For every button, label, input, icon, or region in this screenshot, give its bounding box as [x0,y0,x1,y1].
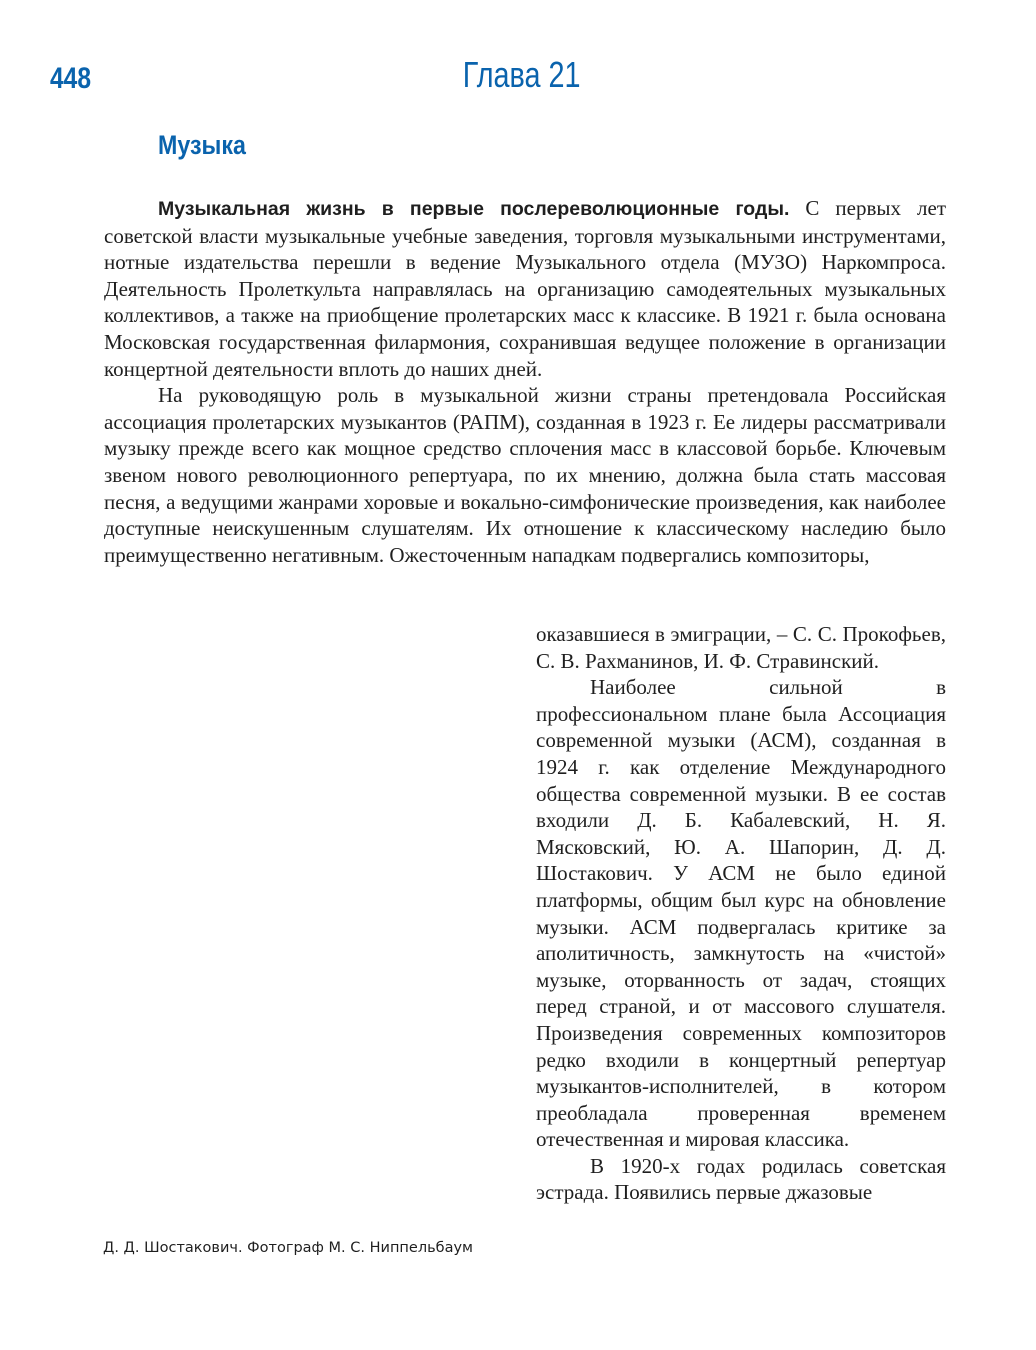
main-text [104,195,946,568]
paragraph: На руководящую роль в музыкальной жизни страны претендовала Российская ассоциация пролетарских музыкантов (РАПМ), созданная в 1923 г. Ее лидеры рассматривали музыку прежде всего как мощное средство сплочения масс в классовой борьбе. Ключевым звеном нового революционного репертуара, по их мнению, должна была стать массовая песня, а ведущими жанрами хоровые и вокально-симфонические произведения, как наиболее доступные неискушенным слушателям. Их отношение к классическому наследию было преимущественно негативным. Ожесточенным нападкам подвергались композиторы, [104,383,946,567]
photo-area [104,622,516,1222]
chapter-title: Глава 21 [463,54,581,95]
right-column-text [536,621,946,1206]
paragraph: Наиболее сильной в профессиональном плане была Ассоциация современной музыки (АСМ), созданная в 1924 г. как отделение Международного общества современной музыки. В ее состав входили Д. Б. Кабалевский, Н. Я. Мясковский, Ю. А. Шапорин, Д. Д. Шостакович. У АСМ не было единой платформы, общим был курс на обновление музыки. АСМ подвергалась критике за аполитичность, замкнутость на «чистой» музыке, оторванность от задач, стоящих перед страной, и от массового слушателя. Произведения современных композиторов редко входили в концертный репертуар музыкантов-исполнителей, в котором преобладала проверенная временем отечественная и мировая классика. [536,675,946,1152]
page-number: 448 [50,62,92,95]
paragraph [104,195,946,382]
figure-caption: Д. Д. Шостакович. Фотограф М. С. Ниппельбаум [103,1240,473,1256]
paragraph: В 1920-х годах родилась советская эстрада. Появились первые джазовые [536,1153,946,1205]
paragraph-text: С первых лет советской власти музыкальные учебные заведения, торговля музыкальными инструментами, нотные издательства перешли в ведение Музыкального отдела (МУЗО) Наркомпроса. Деятельность Пролеткульта направлялась на организацию самодеятельных музыкальных коллективов, а также на приобщение пролетарских масс к классике. В 1921 г. была основана Московская государственная филармония, сохранившая ведущее положение в организации концертной деятельности вплоть до наших дней. [104,196,947,381]
section-title: Музыка [158,130,246,160]
paragraph-continuation: оказавшиеся в эмиграции, – С. С. Прокофьев, С. В. Рахманинов, И. Ф. Стравинский. [536,622,946,673]
paragraph-lead-in: Музыкальная жизнь в первые послереволюционные годы. [158,198,790,220]
chapter-header [0,54,1036,96]
